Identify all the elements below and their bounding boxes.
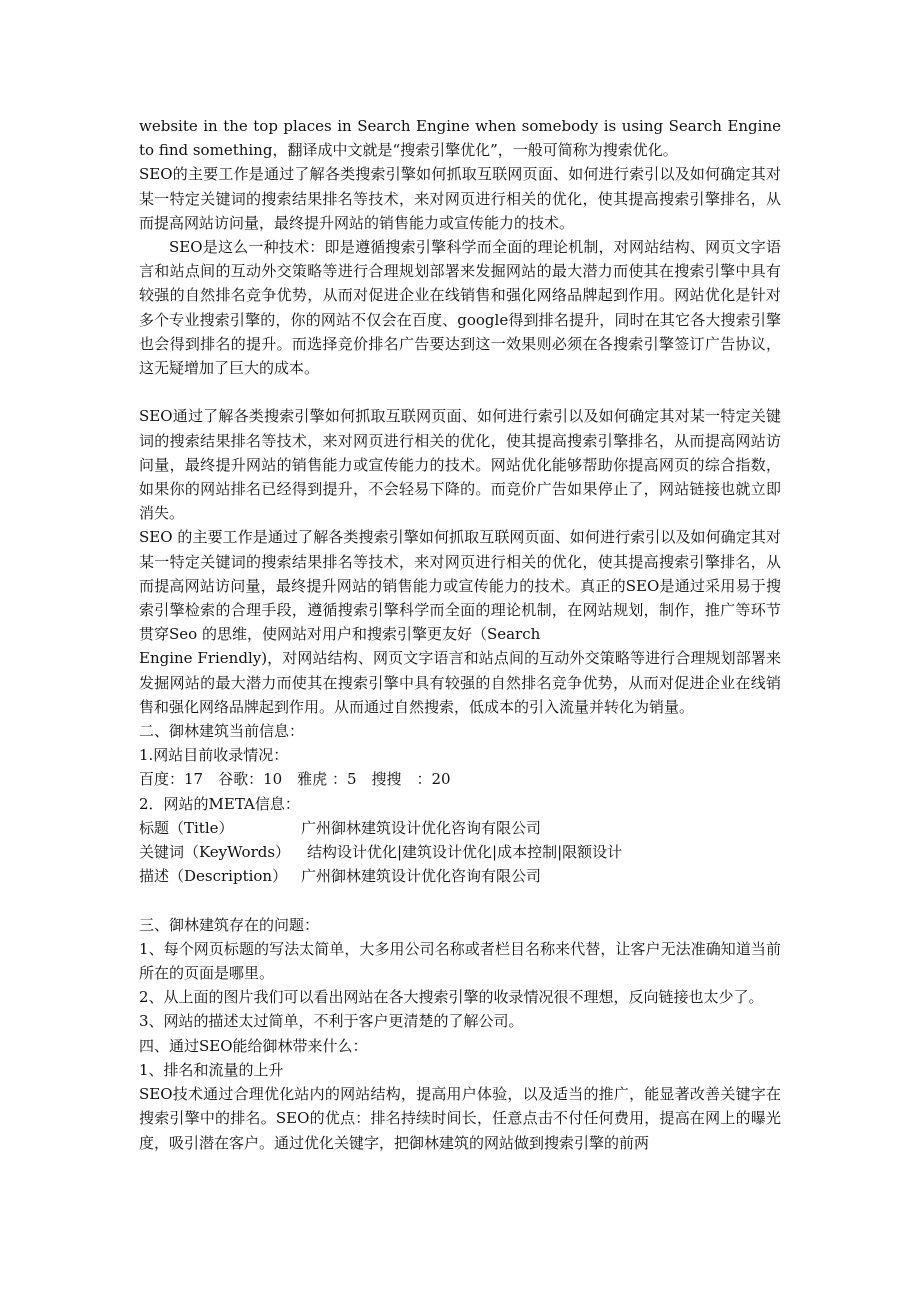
list-item-meta-info: 2．网站的META信息：: [139, 794, 300, 813]
meta-label: 关键词（KeyWords）: [139, 843, 291, 862]
list-item-ranking-traffic: 1、排名和流量的上升: [139, 1060, 284, 1079]
list-item-index-status: 1.网站目前收录情况：: [139, 746, 289, 765]
meta-value: 结构设计优化|建筑设计优化|成本控制|限额设计: [307, 843, 623, 862]
meta-label: 标题（Title）: [139, 818, 234, 837]
section-heading-problems: 三、御林建筑存在的问题：: [139, 915, 320, 934]
paragraph-seo-real: SEO 的主要工作是通过了解各类搜索引擎如何抓取互联网页面、如何进行索引以及如何确定其对某一特定关键词的搜索结果排名等技术，来对网页进行相关的优化，使其提高搜索引擎排名，从而提高网站访问量，最终提升网站的销售能力或宣传能力的技术。真正的SEO是通过采用易于搜索引擎检索的合理手段，遵循搜索引擎科学而全面的理论机制，在网站规划，制作，推广等环节贯穿Seo 的思维，使网站对用户和搜索引擎更友好（Search: [139, 528, 781, 644]
paragraph-engine-friendly: Engine Friendly)，对网站结构、网页文字语言和站点间的互动外交策略等进行合理规划部署来发掘网站的最大潜力而使其在搜索引擎中具有较强的自然排名竞争优势，从而对促进企业在线销售和强化网络品牌起到作用。从而通过自然搜索，低成本的引入流量并转化为销量。: [139, 649, 781, 716]
blank-line: [139, 888, 781, 912]
meta-value: 广州御林建筑设计优化咨询有限公司: [301, 818, 542, 837]
section-heading-benefits: 四、通过SEO能给御林带来什么：: [139, 1036, 368, 1055]
list-item: 1、每个网页标题的写法太简单，大多用公司名称或者栏目名称来代替，让客户无法准确知道当前所在的页面是哪里。: [139, 939, 781, 983]
document-body: [139, 114, 781, 1155]
paragraph-seo-technique: SEO是这么一种技术：即是遵循搜索引擎科学而全面的理论机制，对网站结构、网页文字语言和站点间的互动外交策略等进行合理规划部署来发掘网站的最大潜力而使其在搜索引擎中具有较强的自然排名竞争优势，从而对促进企业在线销售和强化网络品牌起到作用。网站优化是针对多个专业搜索引擎的，你的网站不仅会在百度、google得到排名提升，同时在其它各大搜索引擎也会得到排名的提升。而选择竞价排名广告要达到这一效果则必须在各搜索引擎签订广告协议，这无疑增加了巨大的成本。: [139, 238, 781, 378]
meta-row-keywords: [139, 840, 781, 864]
section-heading-current-info: 二、御林建筑当前信息：: [139, 722, 305, 741]
paragraph-seo-definition-en: website in the top places in Search Engine when somebody is using Search Engine to find something，翻译成中文就是“搜索引擎优化”，一般可简称为搜索优化。: [139, 117, 781, 160]
list-item: 2、从上面的图片我们可以看出网站在各大搜索引擎的收录情况很不理想，反向链接也太少了。: [139, 988, 764, 1007]
meta-label: 描述（Description）: [139, 867, 288, 886]
paragraph-seo-main-work: SEO的主要工作是通过了解各类搜索引擎如何抓取互联网页面、如何进行索引以及如何确定其对某一特定关键词的搜索结果排名等技术，来对网页进行相关的优化，使其提高搜索引擎排名，从而提高网站访问量，最终提升网站的销售能力或宣传能力的技术。: [139, 165, 781, 232]
paragraph-seo-ranking: SEO通过了解各类搜索引擎如何抓取互联网页面、如何进行索引以及如何确定其对某一特定关键词的搜索结果排名等技术，来对网页进行相关的优化，使其提高搜索引擎排名，从而提高网站访问量，最终提升网站的销售能力或宣传能力的技术。网站优化能够帮助你提高网页的综合指数，如果你的网站排名已经得到提升，不会轻易下降的。而竞价广告如果停止了，网站链接也就立即消失。: [139, 407, 781, 523]
index-stats: 百度：17 谷歌：10 雅虎 ：5 搜搜 ：20: [139, 770, 451, 789]
blank-line: [139, 380, 781, 404]
list-item: 3、网站的描述太过简单，不利于客户更清楚的了解公司。: [139, 1012, 524, 1031]
meta-row-description: [139, 864, 781, 888]
meta-row-title: [139, 816, 781, 840]
paragraph-seo-benefits: SEO技术通过合理优化站内的网站结构，提高用户体验，以及适当的推广，能显著改善关键字在搜索引擎中的排名。SEO的优点：排名持续时间长，任意点击不付任何费用，提高在网上的曝光度，吸引潜在客户。通过优化关键字，把御林建筑的网站做到搜索引擎的前两: [139, 1085, 781, 1152]
meta-value: 广州御林建筑设计优化咨询有限公司: [301, 867, 542, 886]
